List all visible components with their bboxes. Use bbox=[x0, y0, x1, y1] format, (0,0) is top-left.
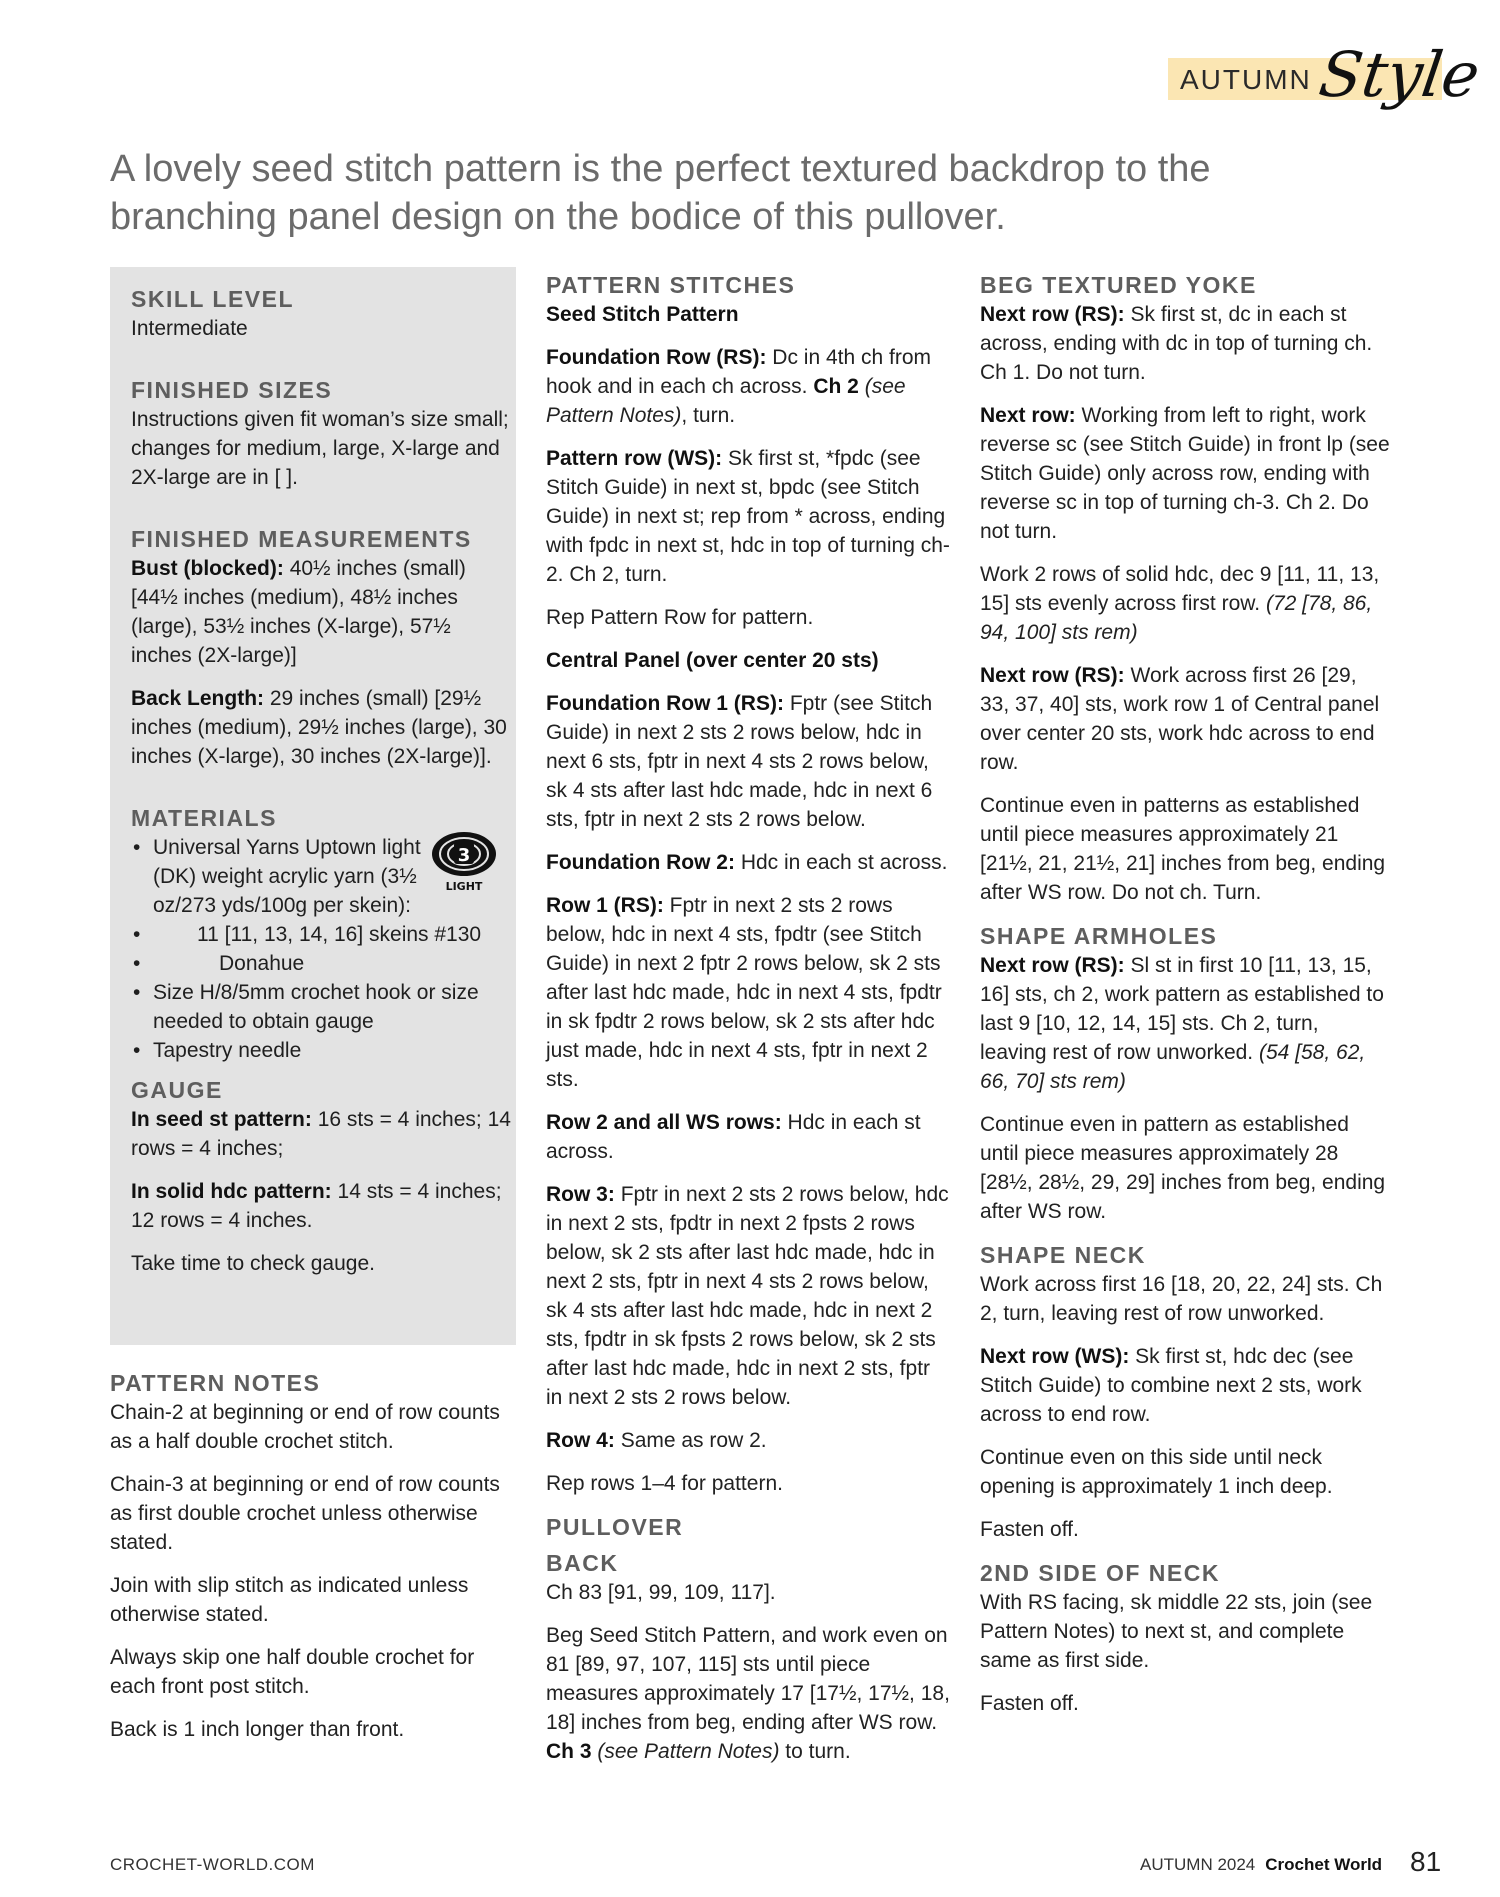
material-yarn-skeins: • 11 [11, 13, 14, 16] skeins #130 bbox=[153, 920, 516, 949]
foundation-row-1: Foundation Row 1 (RS): Fptr (see Stitch Guide) in next 2 sts 2 rows below, hdc in next 6 sts, fptr in next 4 sts 2 rows below, sk 4 sts after last hdc made, hdc in next 6 sts, fptr in next 2 sts 2 rows below. bbox=[546, 692, 933, 831]
armholes-heading: SHAPE ARMHOLES bbox=[980, 923, 1218, 949]
pattern-notes bbox=[110, 1368, 520, 1758]
yoke-next-row: Next row: Working from left to right, work reverse sc (see Stitch Guide) in front lp (see Stitch Guide) only across row, ending with reverse sc in top of turning ch-3. Ch 2. Do not turn. bbox=[980, 404, 1390, 543]
seed-stitch-subheading: Seed Stitch Pattern bbox=[546, 303, 739, 326]
material-hook: • Size H/8/5mm crochet hook or size needed to obtain gauge bbox=[153, 978, 516, 1036]
pattern-row: Pattern row (WS): Sk first st, *fpdc (see Stitch Guide) in next st, bpdc (see Stitch Guide) in next st; rep from * across, ending with fpdc in next st, hdc in top of turning ch-2. Ch 2, turn. bbox=[546, 447, 950, 586]
intro-text: A lovely seed stitch pattern is the perfect textured backdrop to the branching panel design on the bodice of this pullover. bbox=[110, 148, 1211, 238]
repeat-pattern-row: Rep Pattern Row for pattern. bbox=[546, 606, 814, 629]
gauge-heading: GAUGE bbox=[131, 1077, 223, 1103]
footer-website: CROCHET-WORLD.COM bbox=[110, 1855, 315, 1874]
footer-issue: AUTUMN 2024 Crochet World bbox=[1140, 1855, 1383, 1874]
back-heading: BACK bbox=[546, 1550, 619, 1576]
yarn-weight-label: LIGHT bbox=[445, 880, 483, 893]
yarn-weight-number: 3 bbox=[457, 845, 471, 866]
yoke-heading: BEG TEXTURED YOKE bbox=[980, 272, 1257, 298]
note-5: Back is 1 inch longer than front. bbox=[110, 1718, 405, 1741]
neck-heading: SHAPE NECK bbox=[980, 1242, 1146, 1268]
back-chain: Ch 83 [91, 99, 109, 117]. bbox=[546, 1581, 776, 1604]
foundation-row-2: Foundation Row 2: Hdc in each st across. bbox=[546, 851, 948, 874]
sizes-heading: FINISHED SIZES bbox=[131, 377, 333, 403]
row-1: Row 1 (RS): Fptr in next 2 sts 2 rows below, hdc in next 4 sts, fpdtr (see Stitch Guide) in next 2 fptr 2 rows below, sk 2 sts after last hdc made, hdc in next 4 sts, fpdtr in sk fpdtr 2 rows below, sk 2 sts after hdc just made, hdc in next 4 sts, fptr in next 2 sts. bbox=[546, 894, 942, 1091]
note-3: Join with slip stitch as indicated unless otherwise stated. bbox=[110, 1574, 469, 1626]
measurements-heading: FINISHED MEASUREMENTS bbox=[131, 526, 472, 552]
yoke-central-panel-row: Next row (RS): Work across first 26 [29, 33, 37, 40] sts, work row 1 of Central panel over center 20 sts, work hdc across to end row. bbox=[980, 664, 1380, 774]
pullover-heading: PULLOVER bbox=[546, 1514, 684, 1540]
neck-next-row: Next row (WS): Sk first st, hdc dec (see Stitch Guide) to combine next 2 sts, work across to end row. bbox=[980, 1345, 1362, 1426]
gauge-hdc: In solid hdc pattern: 14 sts = 4 inches; 12 rows = 4 inches. bbox=[131, 1180, 502, 1232]
neck-work-across: Work across first 16 [18, 20, 22, 24] sts. Ch 2, turn, leaving rest of row unworked. bbox=[980, 1273, 1383, 1325]
row-4: Row 4: Same as row 2. bbox=[546, 1429, 767, 1452]
second-side-fasten-off: Fasten off. bbox=[980, 1692, 1079, 1715]
neck-continue: Continue even on this side until neck opening is approximately 1 inch deep. bbox=[980, 1446, 1333, 1498]
materials-heading: MATERIALS bbox=[131, 805, 277, 831]
yoke-continue: Continue even in patterns as established until piece measures approximately 21 [21½, 21, 21½, 21] inches from beg, ending after WS row. Do not ch. Turn. bbox=[980, 794, 1386, 904]
yoke-solid-hdc: Work 2 rows of solid hdc, dec 9 [11, 11, 13, 15] sts evenly across first row. (72 [78, 86, 94, 100] sts rem) bbox=[980, 563, 1380, 644]
armholes-continue: Continue even in pattern as established until piece measures approximately 28 [28½, 28½, 29, 29] inches from beg, ending after WS row. bbox=[980, 1113, 1386, 1223]
banner-autumn-text: AUTUMN bbox=[1180, 64, 1312, 95]
yoke-column bbox=[980, 270, 1390, 1732]
note-1: Chain-2 at beginning or end of row counts as a half double crochet stitch. bbox=[110, 1401, 500, 1453]
yoke-next-row-rs: Next row (RS): Sk first st, dc in each st across, ending with dc in top of turning ch. Ch 1. Do not turn. bbox=[980, 303, 1373, 384]
banner-style-text: Style bbox=[1314, 38, 1485, 111]
repeat-rows: Rep rows 1–4 for pattern. bbox=[546, 1472, 783, 1495]
material-yarn-color: • Donahue bbox=[153, 949, 516, 978]
sizes-text: Instructions given fit woman’s size small; changes for medium, large, X-large and 2X-large are in [ ]. bbox=[131, 408, 509, 489]
gauge-check: Take time to check gauge. bbox=[131, 1252, 375, 1275]
yarn-weight-icon bbox=[428, 830, 500, 894]
skill-text: Intermediate bbox=[131, 317, 248, 340]
skill-heading: SKILL LEVEL bbox=[131, 286, 295, 312]
armholes-next-row: Next row (RS): Sl st in first 10 [11, 13, 15, 16] sts, ch 2, work pattern as established to last 9 [10, 12, 14, 15] sts. Ch 2, turn, leaving rest of row unworked. (54 [58, 62, 66, 70] sts rem) bbox=[980, 954, 1384, 1093]
bust-text: Bust (blocked): 40½ inches (small) [44½ inches (medium), 48½ inches (large), 53½ inches (X-large), 57½ inches (2X-large)] bbox=[131, 557, 466, 667]
foundation-row: Foundation Row (RS): Dc in 4th ch from hook and in each ch across. Ch 2 (see Pattern Notes), turn. bbox=[546, 346, 932, 427]
notes-heading: PATTERN NOTES bbox=[110, 1370, 321, 1396]
back-seed-stitch: Beg Seed Stitch Pattern, and work even on 81 [89, 97, 107, 115] sts until piece measures approximately 17 [17½, 17½, 18, 18] inches from beg, ending after WS row. Ch 3 (see Pattern Notes) to turn. bbox=[546, 1624, 950, 1763]
row-3: Row 3: Fptr in next 2 sts 2 rows below, hdc in next 2 sts, fpdtr in next 2 fpsts 2 rows below, sk 2 sts after last hdc made, hdc in next 2 sts, fptr in next 4 sts 2 rows below, sk 4 sts after last hdc made, hdc in next 2 sts, fpdtr in sk fpsts 2 rows below, sk 2 sts after last hdc made, hdc in next 2 sts, fptr in next 2 sts 2 rows below. bbox=[546, 1183, 949, 1409]
row-2: Row 2 and all WS rows: Hdc in each st across. bbox=[546, 1111, 921, 1163]
gauge-seed: In seed st pattern: 16 sts = 4 inches; 14 rows = 4 inches; bbox=[131, 1108, 511, 1160]
page-number: 81 bbox=[1410, 1846, 1442, 1877]
neck-fasten-off: Fasten off. bbox=[980, 1518, 1079, 1541]
material-needle: • Tapestry needle bbox=[153, 1036, 516, 1065]
material-yarn: • Universal Yarns Uptown light (DK) weight acrylic yarn (3½ oz/273 yds/100g per skein): bbox=[153, 833, 516, 920]
central-panel-subheading: Central Panel (over center 20 sts) bbox=[546, 649, 879, 672]
second-side-instructions: With RS facing, sk middle 22 sts, join (see Pattern Notes) to next st, and complete same as first side. bbox=[980, 1591, 1373, 1672]
note-4: Always skip one half double crochet for each front post stitch. bbox=[110, 1646, 475, 1698]
info-box-content bbox=[131, 284, 516, 1292]
pattern-stitches-column bbox=[546, 270, 951, 1780]
note-2: Chain-3 at beginning or end of row counts as first double crochet unless otherwise stated. bbox=[110, 1473, 500, 1554]
pattern-stitches-heading: PATTERN STITCHES bbox=[546, 272, 796, 298]
back-length-text: Back Length: 29 inches (small) [29½ inches (medium), 29½ inches (large), 30 inches (X-large), 30 inches (2X-large)]. bbox=[131, 687, 507, 768]
second-side-neck-heading: 2ND SIDE OF NECK bbox=[980, 1560, 1220, 1586]
